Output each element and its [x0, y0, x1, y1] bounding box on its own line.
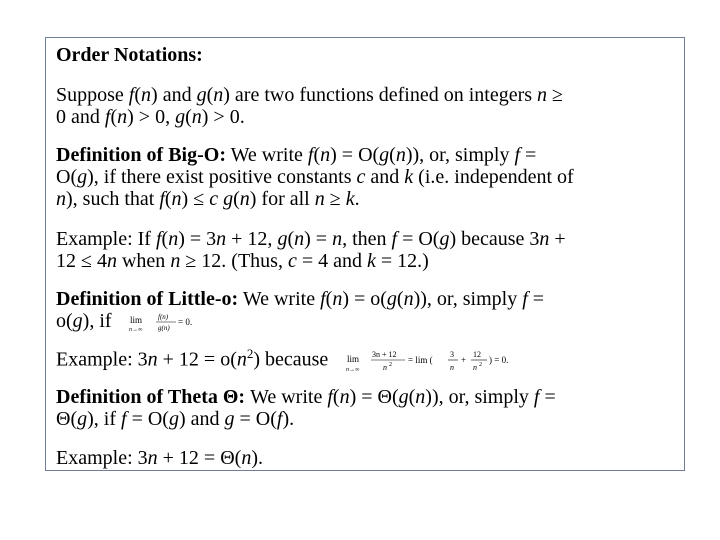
- fraction-3-denominator: n: [473, 363, 478, 372]
- big-o-heading: Definition of Big-O:: [56, 144, 226, 166]
- fraction-1-exponent: 2: [389, 362, 393, 368]
- big-o-example: [56, 228, 682, 272]
- fraction-3-exponent: 2: [479, 362, 483, 368]
- big-o-example-line-2: 12 ≤ 4n when n ≥ 12. (Thus, c = 4 and k = 12.): [56, 250, 429, 272]
- limit-result: ) = 0.: [489, 355, 509, 365]
- page-title: Order Notations:: [56, 44, 203, 66]
- plus-sign: +: [461, 355, 467, 365]
- fraction-2-denominator: n: [450, 363, 455, 372]
- big-o-line-1: Definition of Big-O: We write f(n) = O(g(n)), or, simply f =: [56, 144, 537, 166]
- limit-subscript: n→∞: [128, 327, 142, 334]
- fraction-numerator: f(n): [157, 313, 168, 322]
- little-o-line-1: Definition of Little-o: We write f(n) = o(g(n)), or, simply f =: [56, 288, 545, 310]
- theta-definition: [56, 386, 682, 430]
- theta-line-1: Definition of Theta Θ: We write f(n) = Θ(g(n)), or, simply f =: [56, 386, 556, 408]
- slide-content-box: [45, 37, 685, 471]
- little-o-example: Example: $3n + 12 = o(n^2)$ because lim n→∞ 3n + 12 n 2 = lim ( 3 n + 12 n 2 ) = 0.: [56, 347, 682, 375]
- assumption-line-1: Suppose f(n) and g(n) are two functions defined on integers n ≥: [56, 84, 564, 106]
- assumption-paragraph: [56, 84, 682, 128]
- little-o-definition: [56, 288, 682, 334]
- fraction-denominator: g(n): [157, 324, 170, 333]
- assumption-line-2: 0 and f(n) > 0, g(n) > 0.: [56, 106, 245, 128]
- big-o-definition: [56, 144, 682, 210]
- little-o-example-formula: [345, 347, 521, 375]
- big-o-example-line-1: Example: If f(n) = 3n + 12, g(n) = n, then f = O(g) because 3n +: [56, 228, 566, 250]
- fraction-2-numerator: 3: [450, 350, 455, 359]
- fraction-1-numerator: 3n + 12: [372, 350, 397, 359]
- theta-line-2: Θ(g), if f = O(g) and g = O(f).: [56, 408, 295, 430]
- little-o-line-2: o(g), if lim n→∞ f(n) g(n) = 0.: [56, 310, 682, 334]
- theta-heading: Definition of Theta Θ:: [56, 386, 246, 408]
- fraction-1-denominator: n: [383, 363, 388, 372]
- limit-subscript: n→∞: [346, 367, 360, 373]
- big-o-line-2: O(g), if there exist positive constants c and k (i.e. independent of: [56, 166, 574, 188]
- limit-result: = 0.: [177, 317, 192, 328]
- big-o-line-3: n), such that f(n) ≤ c g(n) for all n ≥ k.: [56, 188, 360, 210]
- limit-lim: lim: [347, 354, 360, 364]
- limit-lim: lim: [129, 315, 142, 326]
- little-o-heading: Definition of Little-o:: [56, 288, 239, 310]
- fraction-3-numerator: 12: [473, 350, 482, 359]
- theta-example: Example: 3n + 12 = Θ(n).: [56, 447, 263, 469]
- little-o-limit-formula: [127, 310, 203, 334]
- equals-lim: = lim (: [408, 355, 433, 365]
